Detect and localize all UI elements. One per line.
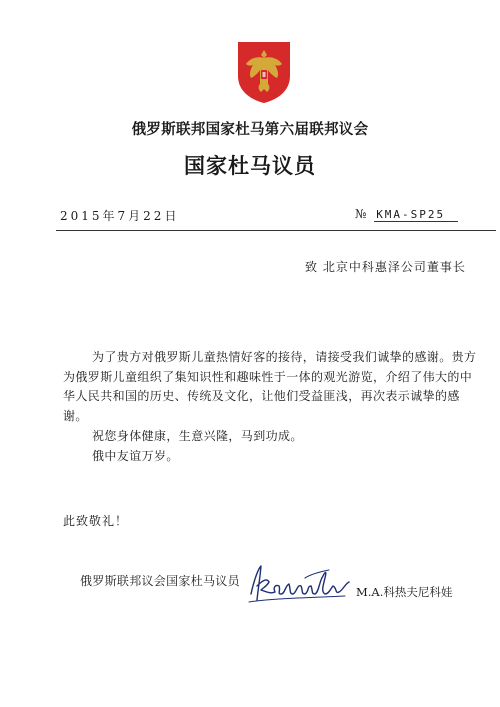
organization-heading: 俄罗斯联邦国家杜马第六届联邦议会: [131, 122, 369, 138]
closing-salutation: 此致敬礼！: [63, 514, 129, 528]
addressee: 致 北京中科惠泽公司董事长: [305, 260, 466, 274]
signatory-title: 俄罗斯联邦议会国家杜马议员: [80, 574, 240, 588]
body-friendship: 俄中友谊万岁。: [92, 448, 179, 463]
body-paragraph: 为了贵方对俄罗斯儿童热情好客的接待，请接受我们诚挚的感谢。贵方为俄罗斯儿童组织了集知识性和趣味性于一体的观光游览，介绍了伟大的中华人民共和国的历史、传统及文化，让他们受益匪浅，再次表示诚挚的感谢。: [63, 350, 477, 424]
number-value: KMA-SP25: [374, 208, 458, 222]
document-title: 国家杜马议员: [184, 154, 316, 178]
russian-coat-of-arms-icon: [236, 40, 292, 104]
body-wishes: 祝您身体健康，生意兴隆，马到功成。: [92, 428, 303, 443]
header-divider: [56, 230, 496, 231]
signatory-name: M.A.科热夫尼科娃: [356, 585, 453, 599]
document-number: [355, 207, 458, 222]
handwritten-signature: [245, 556, 355, 608]
number-prefix: №: [355, 207, 369, 221]
letter-body: [63, 348, 478, 466]
document-date: 2015年7月22日: [60, 209, 180, 223]
